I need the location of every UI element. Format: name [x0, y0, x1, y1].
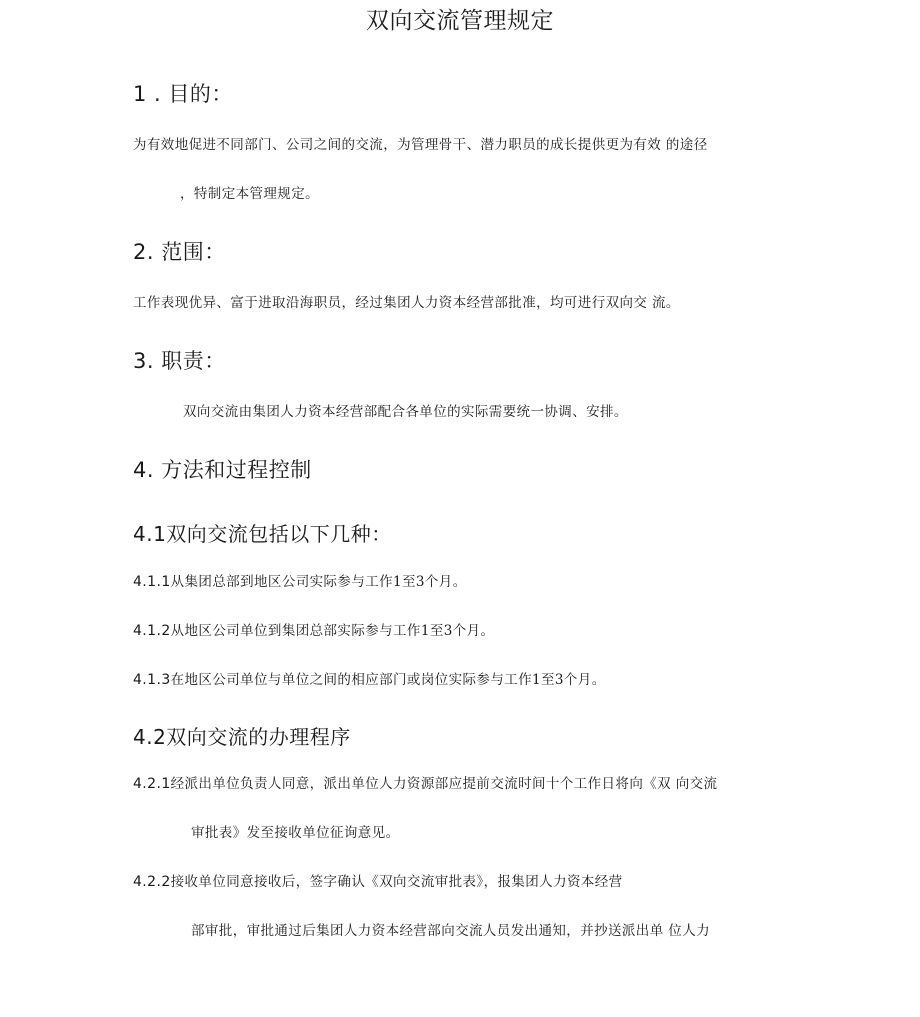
section-1-paragraph-line-1: 为有效地促进不同部门、公司之间的交流，为管理骨干、潜力职员的成长提供更为有效 的途径 — [133, 137, 708, 153]
document-title: 双向交流管理规定 — [366, 8, 554, 34]
item-4-1-3 — [133, 668, 606, 688]
item-4-1-1 — [133, 570, 467, 590]
item-4-2-1-text: 经派出单位负责人同意，派出单位人力资源部应提前交流时间十个工作日将向《双 向交流 — [170, 776, 718, 792]
item-4-2-2-continuation: 部审批，审批通过后集团人力资本经营部向交流人员发出通知，并抄送派出单 位人力 — [191, 923, 710, 939]
section-1-paragraph-line-2: ，特制定本管理规定。 — [180, 186, 319, 202]
item-4-2-1-continuation: 审批表》发至接收单位征询意见。 — [191, 825, 400, 841]
item-4-2-2-text: 接收单位同意接收后，签字确认《双向交流审批表》，报集团人力资本经营 — [170, 874, 623, 890]
section-2-heading: 2. 范围： — [133, 240, 226, 264]
item-4-2-2-number: 4.2.2 — [133, 874, 171, 890]
item-4-1-2-text: 从地区公司单位到集团总部实际参与工作1至3个月。 — [170, 623, 495, 639]
item-4-1-2 — [133, 619, 494, 639]
item-4-1-3-number: 4.1.3 — [133, 672, 171, 688]
item-4-2-1 — [133, 772, 717, 792]
section-4-1-heading: 4.1双向交流包括以下几种： — [133, 522, 392, 546]
section-3-heading: 3. 职责： — [133, 349, 226, 373]
item-4-2-2 — [133, 870, 623, 890]
section-4-heading: 4. 方法和过程控制 — [133, 458, 312, 482]
item-4-1-3-text: 在地区公司单位与单位之间的相应部门或岗位实际参与工作1至3个月。 — [170, 672, 606, 688]
item-4-1-1-number: 4.1.1 — [133, 574, 171, 590]
item-4-1-2-number: 4.1.2 — [133, 623, 171, 639]
section-1-heading: 1 . 目的： — [133, 82, 233, 106]
item-4-1-1-text: 从集团总部到地区公司实际参与工作1至3个月。 — [170, 574, 467, 590]
section-2-paragraph: 工作表现优异、富于进取沿海职员，经过集团人力资本经营部批准，均可进行双向交 流。 — [133, 295, 680, 311]
section-4-2-heading: 4.2双向交流的办理程序 — [133, 725, 351, 749]
section-3-paragraph: 双向交流由集团人力资本经营部配合各单位的实际需要统一协调、安排。 — [183, 404, 628, 420]
item-4-2-1-number: 4.2.1 — [133, 776, 171, 792]
